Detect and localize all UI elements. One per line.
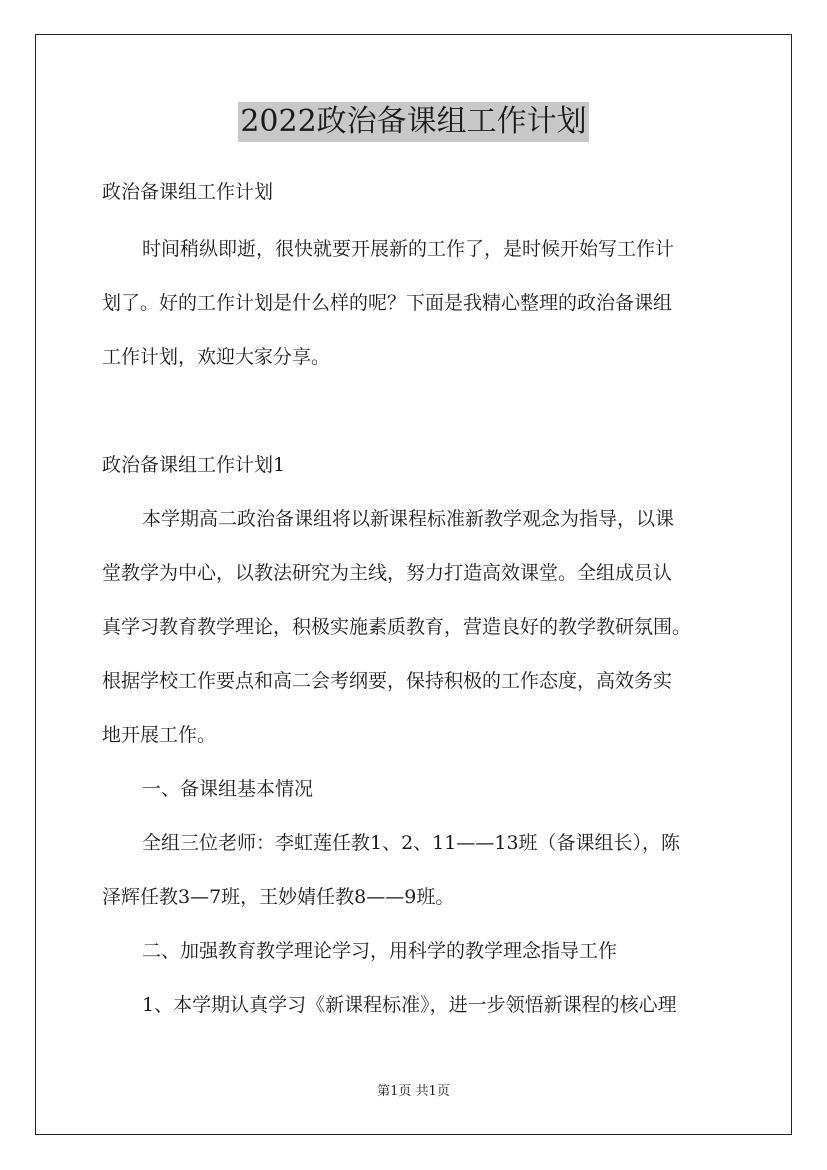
paragraph-line: 划了。好的工作计划是什么样的呢？下面是我精心整理的政治备课组: [102, 292, 673, 314]
paragraph-line: 根据学校工作要点和高二会考纲要，保持积极的工作态度，高效务实: [102, 670, 673, 692]
paragraph-line: 泽辉任教3—7班，王妙婧任教8——9班。: [102, 886, 455, 908]
page-footer: 第1页 共1页: [377, 1084, 450, 1099]
subsection-heading: 二、加强教育教学理论学习，用科学的教学理念指导工作: [142, 940, 618, 962]
paragraph-line: 堂教学为中心，以教法研究为主线，努力打造高效课堂。全组成员认: [102, 562, 673, 584]
paragraph-line: 时间稍纵即逝，很快就要开展新的工作了，是时候开始写工作计: [142, 238, 675, 260]
document-title: 2022政治备课组工作计划: [238, 102, 588, 142]
paragraph-line: 本学期高二政治备课组将以新课程标准新教学观念为指导，以课: [142, 508, 675, 530]
paragraph-line: 全组三位老师：李虹莲任教1、2、11——13班（备课组长），陈: [142, 832, 681, 854]
section-heading: 政治备课组工作计划: [102, 181, 274, 203]
paragraph-line: 工作计划，欢迎大家分享。: [102, 346, 331, 368]
title-wrap: [0, 102, 827, 142]
section-heading: 政治备课组工作计划1: [102, 454, 286, 476]
paragraph-line: 真学习教育教学理论，积极实施素质教育，营造良好的教学教研氛围。: [102, 616, 692, 638]
subsection-heading: 一、备课组基本情况: [142, 778, 314, 800]
paragraph-line: 地开展工作。: [102, 724, 217, 746]
paragraph-line: 1、本学期认真学习《新课程标准》，进一步领悟新课程的核心理: [142, 994, 677, 1016]
